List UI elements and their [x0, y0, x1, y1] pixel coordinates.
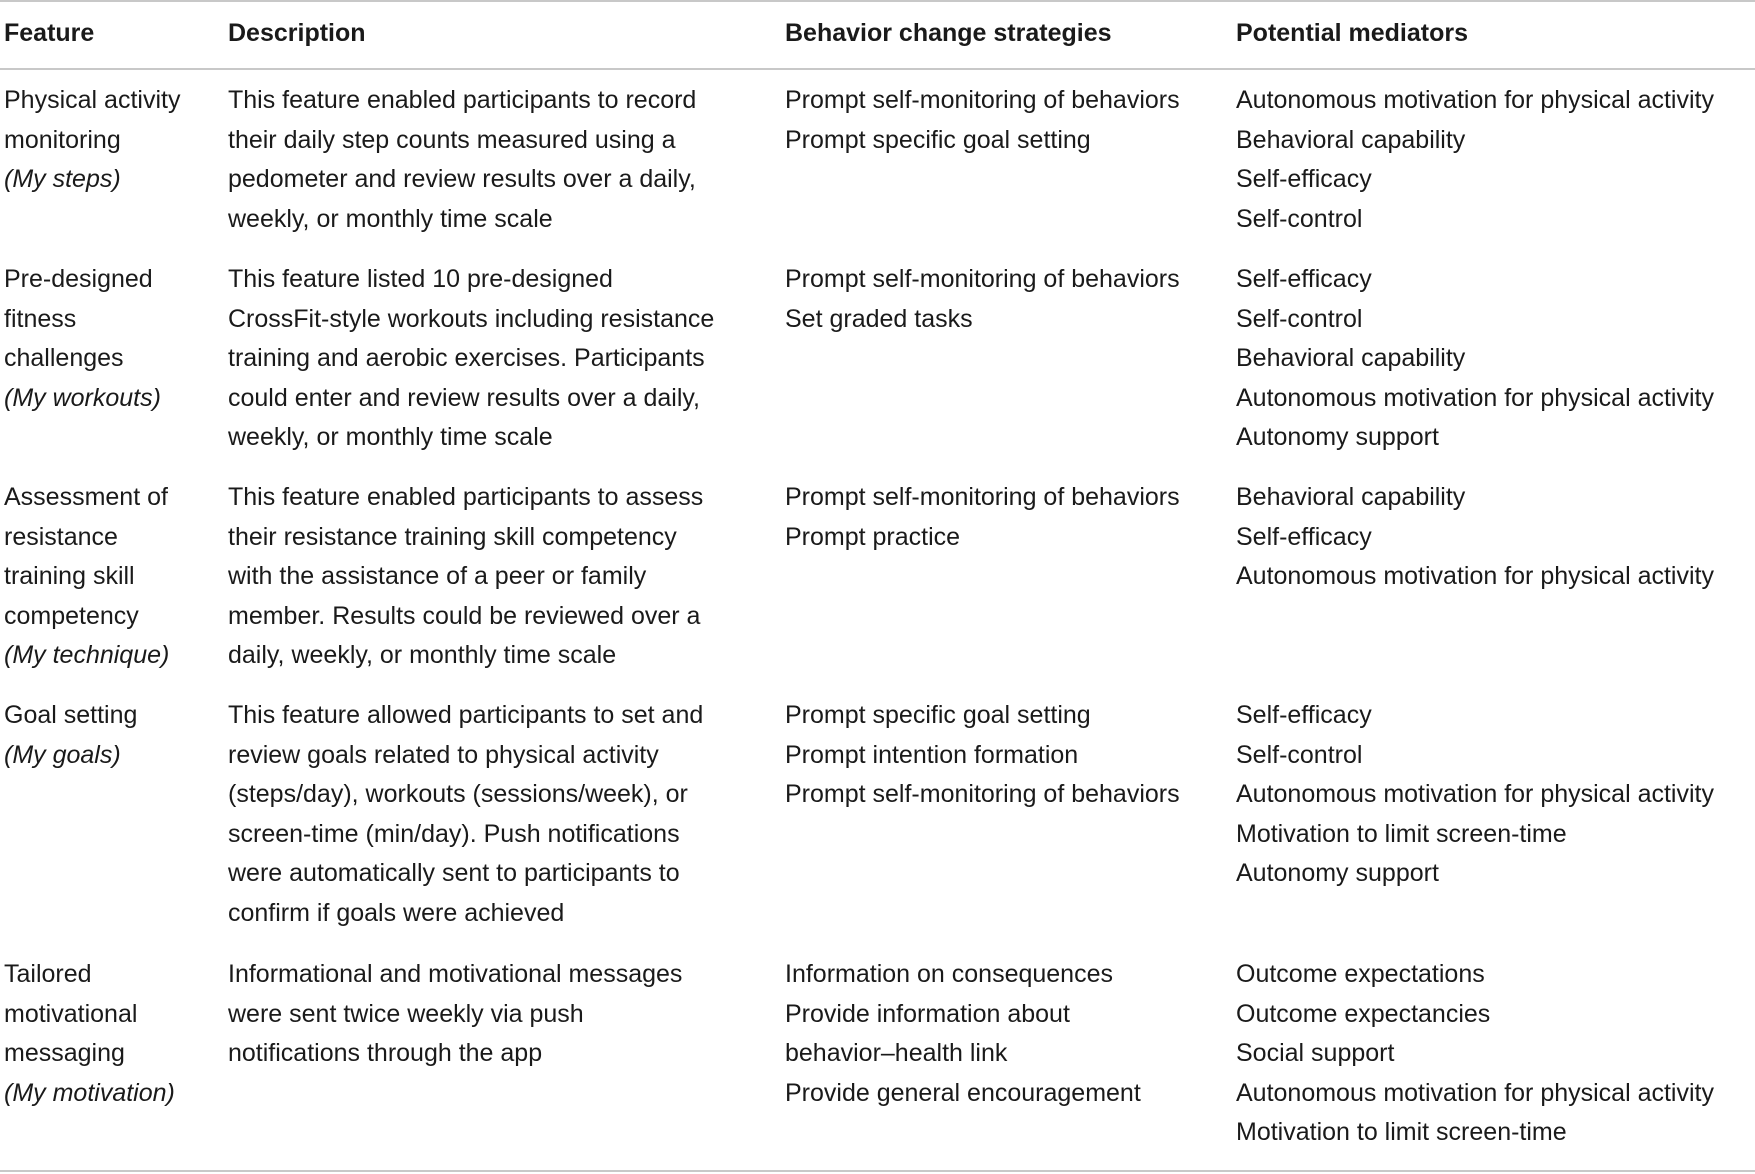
strategy-item: Prompt self-monitoring of behaviors	[785, 86, 1180, 114]
mediator-item: Outcome expectations	[1236, 960, 1485, 988]
feature-text: competency	[4, 601, 139, 630]
mediator-item: Self-control	[1236, 304, 1363, 333]
header-feature: Feature	[4, 19, 95, 47]
feature-text: messaging	[4, 1039, 125, 1068]
description-text: pedometer and review results over a daily,	[228, 165, 696, 194]
feature-text: Pre-designed	[4, 265, 153, 293]
description-text: This feature allowed participants to set and	[228, 701, 704, 729]
mediators-cell	[1236, 81, 1751, 239]
strategy-item: Prompt practice	[785, 522, 961, 551]
description-text: could enter and review results over a daily,	[228, 383, 700, 412]
mediators-cell	[1236, 696, 1751, 894]
mediator-item: Autonomous motivation for physical activity	[1236, 562, 1714, 591]
mediator-item: Social support	[1236, 1039, 1395, 1068]
strategy-item: Prompt specific goal setting	[785, 125, 1091, 154]
description-cell	[228, 955, 768, 1074]
description-text: notifications through the app	[228, 1039, 543, 1068]
strategy-item: Provide information about	[785, 999, 1070, 1028]
strategies-cell	[785, 696, 1225, 815]
feature-app-name: (My technique)	[4, 641, 170, 670]
mediators-cell	[1236, 478, 1751, 597]
strategy-item: Information on consequences	[785, 960, 1113, 988]
feature-text: Goal setting	[4, 701, 138, 729]
header-strategies: Behavior change strategies	[785, 19, 1112, 47]
description-text: were automatically sent to participants to	[228, 859, 680, 888]
description-text: were sent twice weekly via push	[228, 999, 584, 1028]
mediator-item: Self-efficacy	[1236, 265, 1372, 293]
description-text: This feature listed 10 pre-designed	[228, 265, 613, 293]
description-text: weekly, or monthly time scale	[228, 204, 553, 233]
mediator-item: Self-control	[1236, 204, 1363, 233]
strategy-item: Prompt intention formation	[785, 740, 1079, 769]
description-cell	[228, 81, 768, 239]
feature-app-name: (My workouts)	[4, 383, 161, 412]
description-text: daily, weekly, or monthly time scale	[228, 641, 617, 670]
feature-cell	[4, 478, 219, 676]
mediator-item: Autonomous motivation for physical activity	[1236, 780, 1714, 809]
feature-cell	[4, 696, 219, 775]
feature-text: Physical activity	[4, 86, 181, 114]
strategy-item: Prompt self-monitoring of behaviors	[785, 483, 1180, 511]
feature-text: training skill	[4, 562, 135, 591]
header-rule	[0, 68, 1755, 70]
table-bottom-rule	[0, 1170, 1755, 1172]
mediator-item: Autonomy support	[1236, 859, 1439, 888]
feature-text: resistance	[4, 522, 118, 551]
description-text: CrossFit-style workouts including resistance	[228, 304, 715, 333]
feature-text: challenges	[4, 344, 124, 373]
description-cell	[228, 478, 768, 676]
strategy-item: Prompt self-monitoring of behaviors	[785, 780, 1180, 809]
description-text: (steps/day), workouts (sessions/week), or	[228, 780, 688, 809]
feature-app-name: (My motivation)	[4, 1078, 175, 1107]
header-mediators: Potential mediators	[1236, 19, 1468, 47]
description-text: screen-time (min/day). Push notifications	[228, 819, 680, 848]
mediator-item: Autonomous motivation for physical activity	[1236, 383, 1714, 412]
strategies-cell	[785, 955, 1225, 1113]
strategy-item: Prompt specific goal setting	[785, 701, 1091, 729]
description-text: with the assistance of a peer or family	[228, 562, 647, 591]
strategy-item: Set graded tasks	[785, 304, 973, 333]
strategy-item: Provide general encouragement	[785, 1078, 1141, 1107]
strategies-cell	[785, 260, 1225, 339]
mediators-cell	[1236, 260, 1751, 458]
mediators-cell	[1236, 955, 1751, 1153]
header-description: Description	[228, 19, 366, 47]
mediator-item: Behavioral capability	[1236, 483, 1466, 511]
feature-text: fitness	[4, 304, 77, 333]
description-text: training and aerobic exercises. Participants	[228, 344, 705, 373]
mediator-item: Autonomous motivation for physical activity	[1236, 1078, 1714, 1107]
description-text: their resistance training skill competency	[228, 522, 677, 551]
feature-app-name: (My steps)	[4, 165, 121, 194]
strategy-item: behavior–health link	[785, 1039, 1008, 1068]
mediator-item: Motivation to limit screen-time	[1236, 819, 1567, 848]
mediator-item: Motivation to limit screen-time	[1236, 1118, 1567, 1147]
description-text: weekly, or monthly time scale	[228, 423, 553, 452]
description-text: review goals related to physical activity	[228, 740, 659, 769]
description-text: member. Results could be reviewed over a	[228, 601, 701, 630]
feature-text: motivational	[4, 999, 138, 1028]
mediator-item: Autonomous motivation for physical activity	[1236, 86, 1714, 114]
mediator-item: Self-control	[1236, 740, 1363, 769]
mediator-item: Autonomy support	[1236, 423, 1439, 452]
feature-text: Tailored	[4, 960, 92, 988]
description-cell	[228, 260, 768, 458]
mediator-item: Self-efficacy	[1236, 522, 1372, 551]
description-text: Informational and motivational messages	[228, 960, 683, 988]
feature-cell	[4, 260, 219, 418]
description-text: confirm if goals were achieved	[228, 898, 565, 927]
feature-cell	[4, 955, 219, 1113]
description-text: This feature enabled participants to assess	[228, 483, 704, 511]
mediator-item: Self-efficacy	[1236, 701, 1372, 729]
feature-text: Assessment of	[4, 483, 168, 511]
mediator-item: Behavioral capability	[1236, 344, 1466, 373]
strategies-cell	[785, 81, 1225, 160]
table-top-rule	[0, 0, 1755, 2]
description-cell	[228, 696, 768, 934]
mediator-item: Self-efficacy	[1236, 165, 1372, 194]
mediator-item: Outcome expectancies	[1236, 999, 1491, 1028]
feature-text: monitoring	[4, 125, 121, 154]
description-text: their daily step counts measured using a	[228, 125, 676, 154]
feature-app-name: (My goals)	[4, 740, 121, 769]
strategy-item: Prompt self-monitoring of behaviors	[785, 265, 1180, 293]
description-text: This feature enabled participants to record	[228, 86, 697, 114]
strategies-cell	[785, 478, 1225, 557]
feature-cell	[4, 81, 219, 200]
mediator-item: Behavioral capability	[1236, 125, 1466, 154]
